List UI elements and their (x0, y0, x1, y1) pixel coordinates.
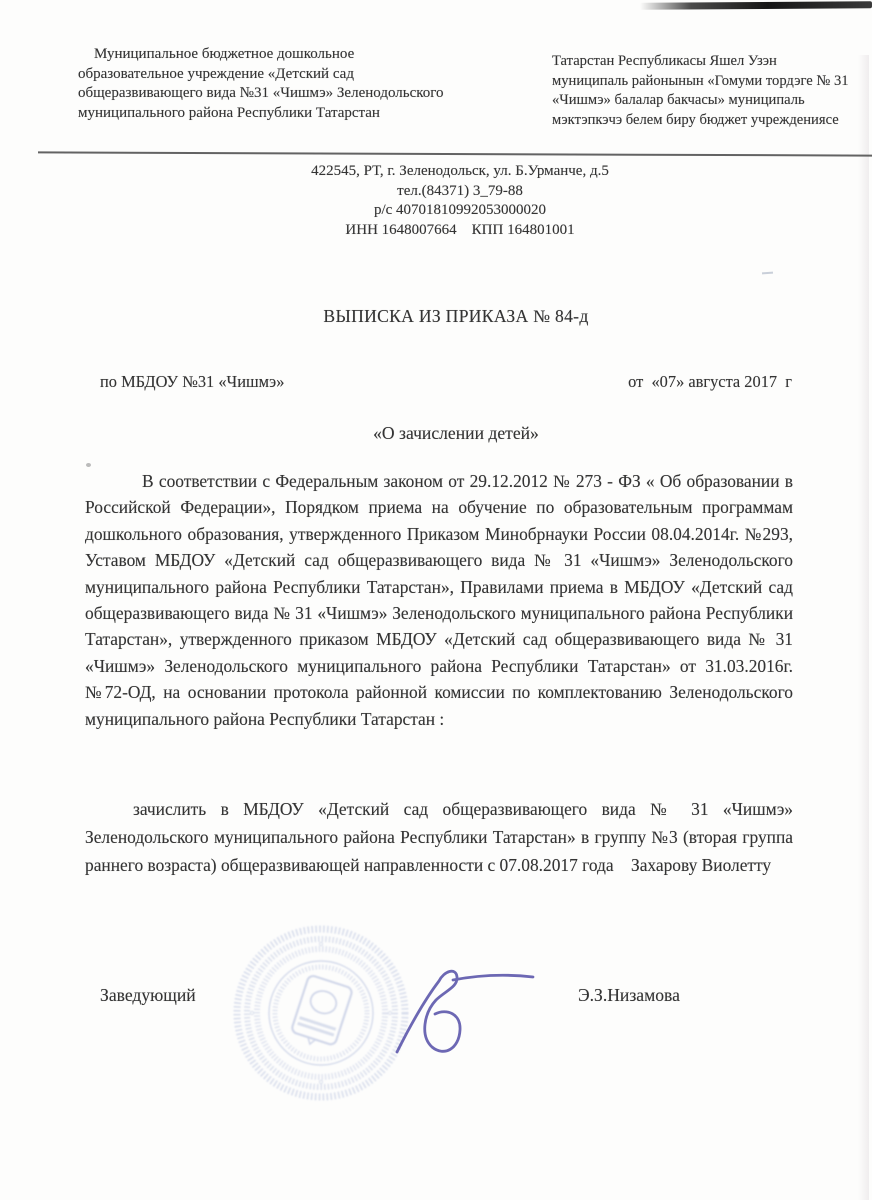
letterhead-separator-line (38, 151, 872, 156)
address-block (236, 162, 684, 240)
handwritten-signature-icon (383, 956, 565, 1070)
inn-kpp-line: ИНН 1648007664 КПП 164801001 (345, 221, 575, 238)
letterhead-tatar-org-name: Татарстан Республикасы Яшел Узэн муниципаль районынын «Гомуми тордэге № 31 «Чишмэ» балалар бакчасы» муниципаль мэктэпкэчэ белем биру бюджет учреждениясе (552, 53, 849, 128)
signature-name: Э.З.Низамова (578, 985, 680, 1005)
body-paragraph-enrollment: зачислить в МБДОУ «Детский сад общеразвивающего вида № 31 «Чишмэ» Зеленодольского муниципального района Республики Татарстан» в группу №3 (вторая группа раннего возраста) общеразвивающей направленности с 07.08.2017 года Захарову Виолетту (85, 799, 793, 875)
scan-artifact-dash (762, 272, 773, 275)
scan-artifact-speck (86, 463, 91, 467)
document-title: ВЫПИСКА ИЗ ПРИКАЗА № 84-д (323, 306, 589, 326)
body-paragraph-legal-basis: В соответствии с Федеральным законом от 29.12.2012 № 273 - ФЗ « Об образовании в Российской Федерации», Порядком приема на обучение по образовательным программам дошкольного образования, утвержденного Приказом Минобрнауки России 08.04.2014г. №293, Уставом МБДОУ «Детский сад общеразвивающего вида № 31 «Чишмэ» Зеленодольского муниципального района Республики Татарстан», Правилами приема в МБДОУ «Детский сад общеразвивающего вида № 31 «Чишмэ» Зеленодольского муниципального района Республики Татарстан», утвержденного приказом МБДОУ «Детский сад общеразвивающего вида № 31 «Чишмэ» Зеленодольского муниципального района Республики Татарстан» от 31.03.2016г. №72-ОД, на основании протокола районной комиссии по комплектованию Зеленодольского муниципального района Республики Татарстан : (85, 471, 793, 729)
address-line: 422545, РТ, г. Зеленодольск, ул. Б.Урманче, д.5 (311, 163, 609, 179)
phone-line: тел.(84371) 3_79-88 (397, 182, 523, 199)
bank-account-line: р/с 40701810992053000020 (373, 202, 547, 219)
scan-artifact-right-edge (858, 55, 869, 1200)
order-organization: по МБДОУ №31 «Чишмэ» (100, 372, 285, 391)
document-subject: «О зачислении детей» (373, 423, 539, 443)
order-meta-line (100, 372, 792, 392)
scan-artifact-top-streak (640, 1, 872, 10)
signature-position-label: Заведующий (100, 985, 196, 1005)
letterhead-russian-org-name: Муниципальное бюджетное дошкольное образовательное учреждение «Детский сад общеразвивающего вида №31 «Чишмэ» Зеленодольского муниципального района Республики Татарстан (78, 46, 444, 121)
order-date: от «07» августа 2017 г (628, 372, 792, 391)
